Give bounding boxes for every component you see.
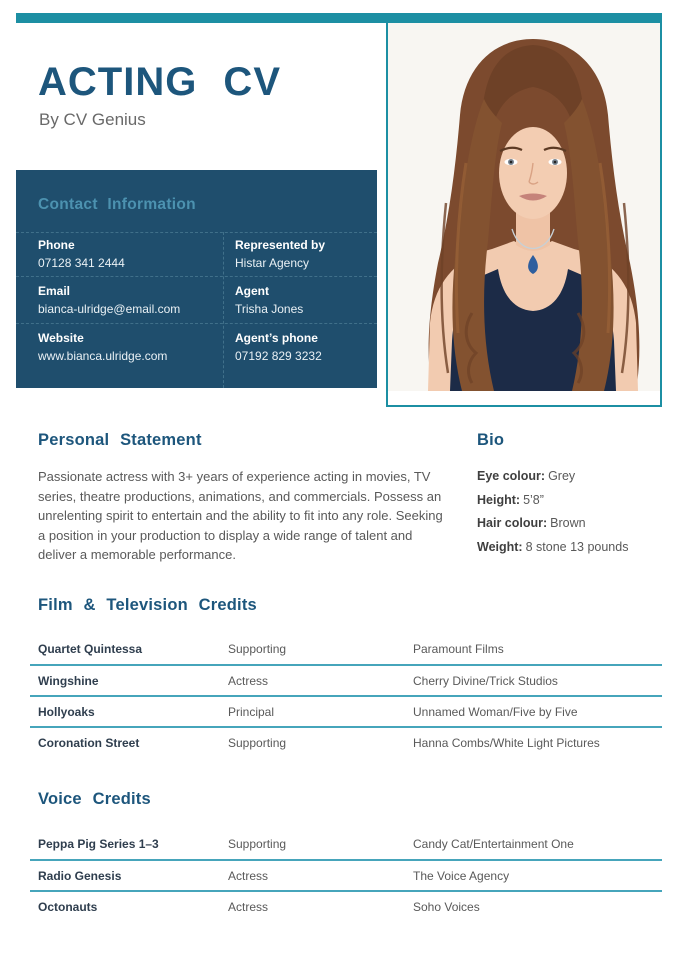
divider [16,232,377,233]
credit-company: The Voice Agency [413,868,510,883]
voice-credits-heading: Voice Credits [38,790,151,808]
credit-company: Cherry Divine/Trick Studios [413,673,558,688]
bio-value: 5’8” [523,492,544,507]
table-row [30,859,662,890]
table-row [30,695,662,726]
voice-credits-table [30,828,662,921]
contact-section [16,170,377,388]
bio-item-eye-colour [477,469,667,483]
contact-field-website [38,331,167,363]
credit-title: Quartet Quintessa [38,641,143,656]
field-value: Trisha Jones [235,302,304,316]
bio-heading: Bio [477,431,505,449]
contact-field-agent [235,284,303,316]
bio-value: 8 stone 13 pounds [525,539,629,554]
page-title: ACTING CV [38,60,281,104]
divider [16,276,377,277]
bio-label: Height: [477,492,521,507]
table-row [30,726,662,757]
table-row [30,633,662,664]
bio-item-weight [477,540,667,554]
field-value: 07128 341 2444 [38,256,125,270]
personal-statement-text: Passionate actress with 3+ years of experience acting in movies, TV series, theatre productions, animations, and commercials. Possess an unrelenting spirit to entertain and the ability to fit into any role. Seeking a position in your production to display a wide range of talent and deliver a memorable performance. [38,469,443,562]
credit-role: Actress [228,673,269,688]
contact-field-agent-phone [235,331,322,363]
credit-company: Candy Cat/Entertainment One [413,836,574,851]
field-label: Phone [38,238,75,252]
film-tv-heading: Film & Television Credits [38,596,257,614]
credit-company: Soho Voices [413,899,480,914]
contact-field-email [38,284,180,316]
contact-heading: Contact Information [38,196,196,213]
bio-item-height [477,493,667,507]
credit-company: Paramount Films [413,641,504,656]
credit-title: Wingshine [38,673,99,688]
credit-title: Hollyoaks [38,704,95,719]
field-label: Website [38,331,84,345]
bio-item-hair-colour [477,516,667,530]
credit-company: Hanna Combs/White Light Pictures [413,735,600,750]
credit-title: Coronation Street [38,735,140,750]
divider [223,232,224,388]
field-label: Email [38,284,71,298]
field-label: Agent’s phone [235,331,318,345]
field-label: Agent [235,284,269,298]
bio-label: Eye colour: [477,469,546,483]
credit-company: Unnamed Woman/Five by Five [413,704,578,719]
bio-value: Grey [548,469,576,483]
bio-label: Hair colour: [477,516,548,530]
divider [16,323,377,324]
credit-role: Actress [228,899,269,914]
credit-role: Actress [228,868,269,883]
credit-role: Supporting [228,836,287,851]
credit-title: Peppa Pig Series 1–3 [38,836,159,851]
credit-role: Supporting [228,735,287,750]
credit-title: Octonauts [38,899,98,914]
contact-field-phone [38,238,125,270]
credit-role: Principal [228,704,275,719]
field-value: bianca-ulridge@email.com [38,302,181,316]
bio-value: Brown [550,516,586,530]
table-row [30,890,662,921]
field-label: Represented by [235,238,326,252]
contact-field-represented-by [235,238,325,270]
personal-statement-heading: Personal Statement [38,431,202,449]
bio-list [477,469,667,563]
portrait-photo [386,21,662,407]
bio-label: Weight: [477,539,523,554]
page-subtitle: By CV Genius [39,110,146,129]
film-tv-table [30,633,662,757]
table-row [30,828,662,859]
credit-title: Radio Genesis [38,868,122,883]
field-value: www.bianca.ulridge.com [38,349,168,363]
table-row [30,664,662,695]
field-value: Histar Agency [235,256,310,270]
credit-role: Supporting [228,641,287,656]
field-value: 07192 829 3232 [235,349,322,363]
portrait-illustration [388,23,660,391]
